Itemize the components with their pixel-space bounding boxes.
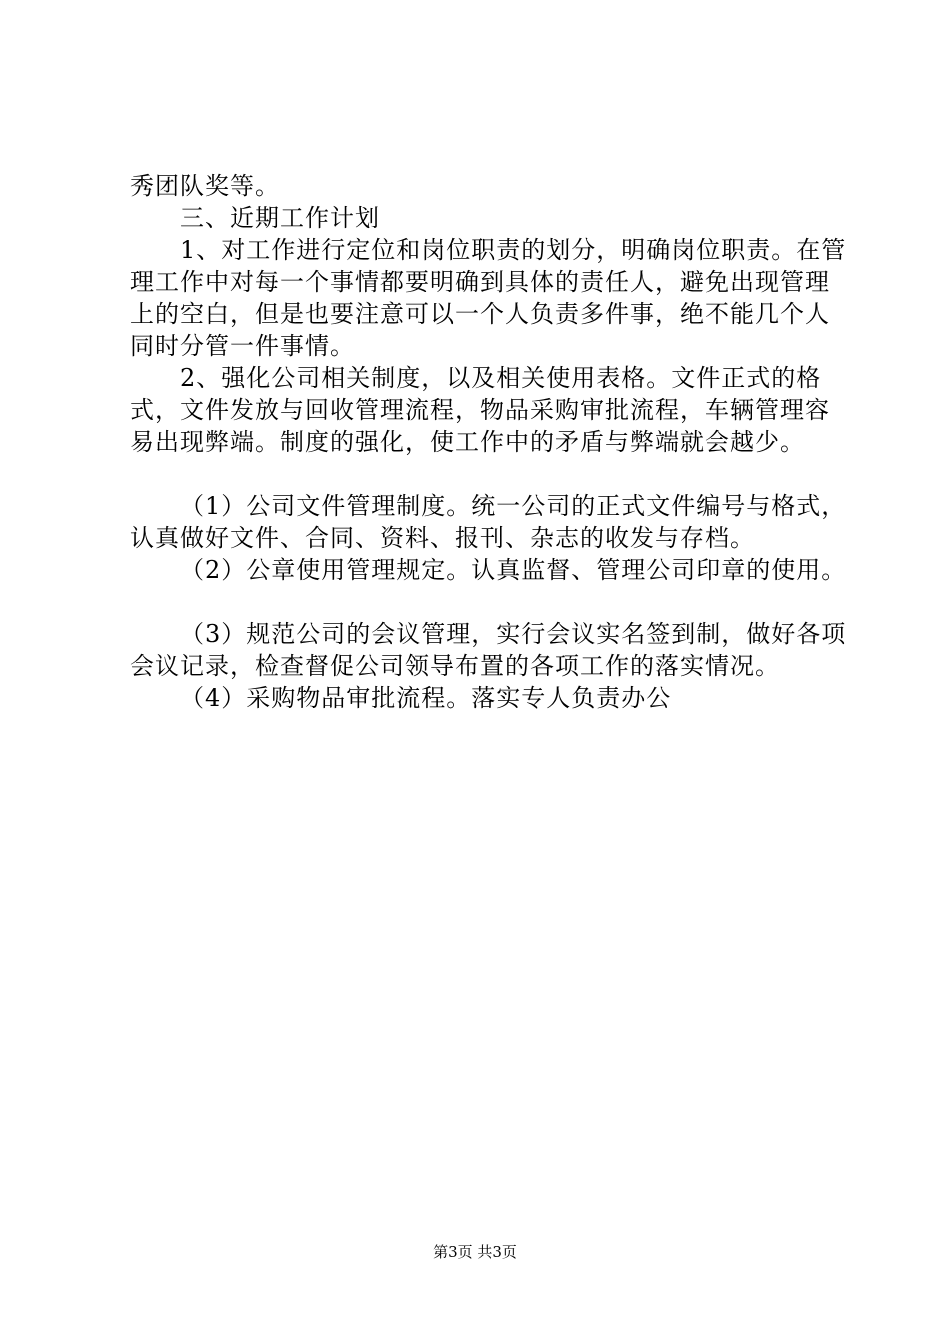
sub-item-3: （3）规范公司的会议管理，实行会议实名签到制，做好各项会议记录，检查督促公司领导布置的各项工作的落实情况。: [130, 620, 847, 680]
paragraph-continuation: 秀团队奖等。: [130, 172, 280, 200]
plan-item-2: 2、强化公司相关制度，以及相关使用表格。文件正式的格式，文件发放与回收管理流程，物品采购审批流程，车辆管理容易出现弊端。制度的强化，使工作中的矛盾与弊端就会越少。: [130, 364, 830, 456]
sub-item-4: （4）采购物品审批流程。落实专人负责办公: [180, 684, 672, 712]
page-number-footer: 第3页 共3页: [433, 1243, 517, 1261]
sub-item-2: （2）公章使用管理规定。认真监督、管理公司印章的使用。: [180, 556, 847, 584]
sub-item-1: （1）公司文件管理制度。统一公司的正式文件编号与格式，认真做好文件、合同、资料、报刊、杂志的收发与存档。: [130, 492, 847, 552]
document-body: [130, 170, 850, 714]
section-heading: 三、近期工作计划: [180, 204, 380, 232]
plan-item-1: 1、对工作进行定位和岗位职责的划分，明确岗位职责。在管理工作中对每一个事情都要明确到具体的责任人，避免出现管理上的空白，但是也要注意可以一个人负责多件事，绝不能几个人同时分管一件事情。: [130, 236, 847, 360]
